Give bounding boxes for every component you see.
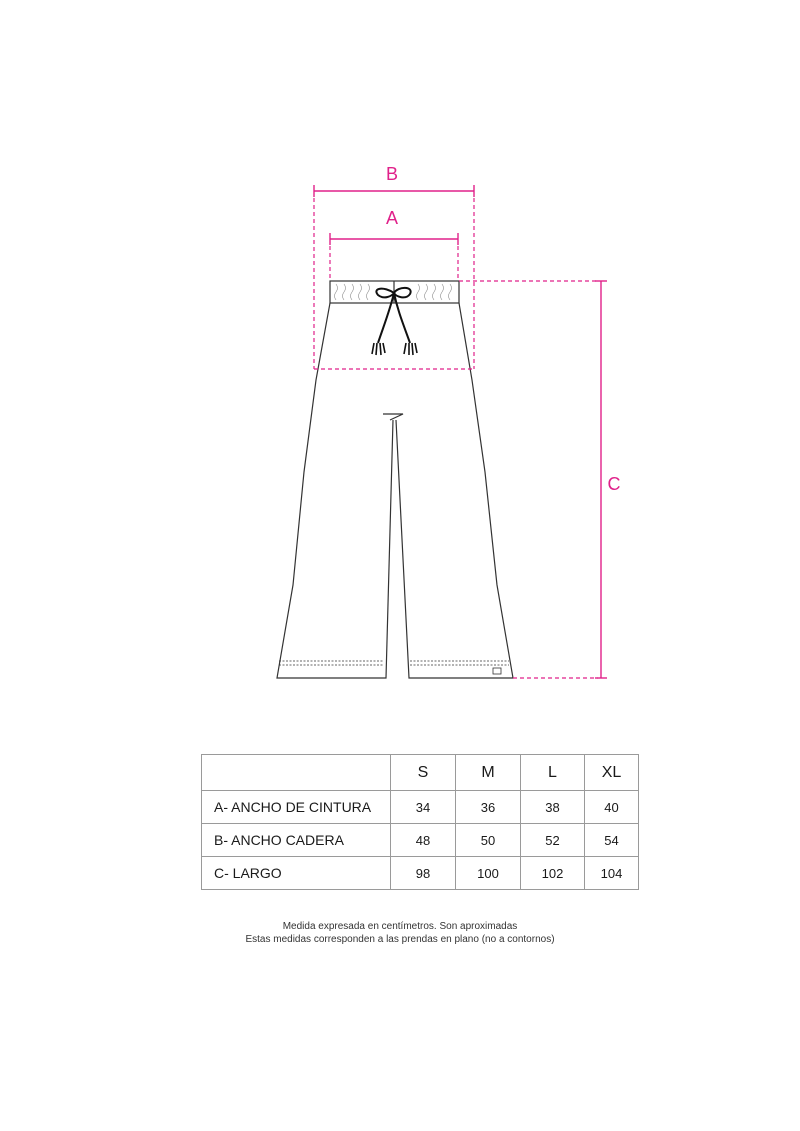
table-row — [202, 824, 639, 857]
table-row — [202, 857, 639, 890]
table-cell: 50 — [456, 824, 521, 857]
size-header: M — [456, 755, 521, 791]
dimension-a-line — [330, 233, 458, 245]
table-cell: 34 — [391, 791, 456, 824]
size-table-header — [202, 755, 639, 791]
note-line-1: Medida expresada en centímetros. Son aproximadas — [282, 921, 518, 932]
pants-outline — [277, 281, 513, 678]
row-label: A- ANCHO DE CINTURA — [202, 791, 391, 824]
size-table — [201, 754, 639, 890]
row-label: C- LARGO — [202, 857, 391, 890]
table-row — [202, 791, 639, 824]
table-cell: 100 — [456, 857, 521, 890]
table-cell: 104 — [585, 857, 639, 890]
size-header: L — [521, 755, 585, 791]
size-header: XL — [585, 755, 639, 791]
dimension-c-label: C — [607, 474, 621, 494]
size-header-empty — [202, 755, 391, 791]
table-cell: 38 — [521, 791, 585, 824]
dimension-b-label: B — [385, 164, 399, 184]
table-cell: 102 — [521, 857, 585, 890]
row-label: B- ANCHO CADERA — [202, 824, 391, 857]
measurement-notes — [0, 920, 800, 946]
size-header: S — [391, 755, 456, 791]
table-cell: 48 — [391, 824, 456, 857]
note-line-2: Estas medidas corresponden a las prendas en plano (no a contornos) — [245, 934, 555, 945]
dimension-guides — [314, 198, 598, 678]
table-cell: 40 — [585, 791, 639, 824]
dimension-c-line — [595, 281, 607, 678]
table-cell: 54 — [585, 824, 639, 857]
dimension-b-line — [314, 185, 474, 197]
table-cell: 52 — [521, 824, 585, 857]
table-cell: 36 — [456, 791, 521, 824]
table-cell: 98 — [391, 857, 456, 890]
dimension-a-label: A — [385, 208, 399, 228]
